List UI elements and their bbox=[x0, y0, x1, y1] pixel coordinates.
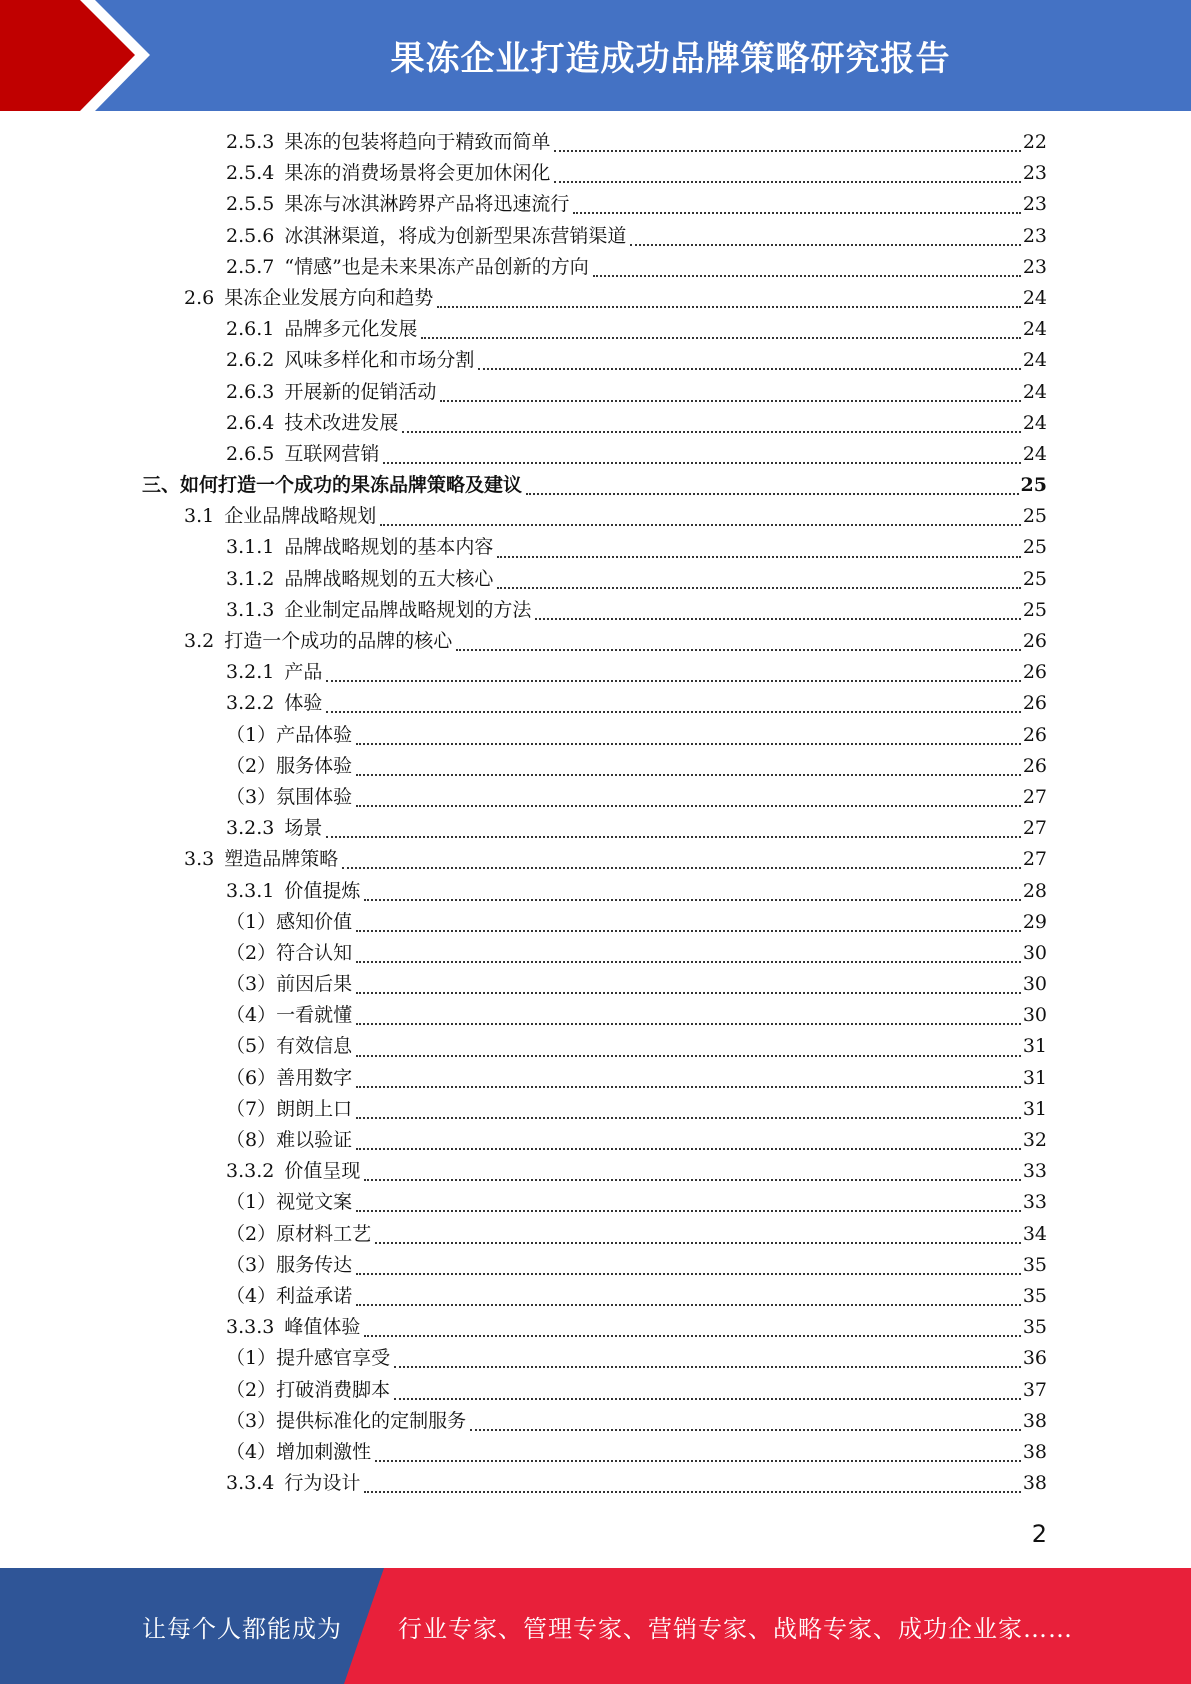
toc-entry-label bbox=[226, 532, 495, 563]
toc-dot-leader bbox=[554, 149, 1020, 152]
toc-entry[interactable] bbox=[0, 1437, 1047, 1468]
toc-entry-label bbox=[226, 720, 354, 751]
toc-page-number: 36 bbox=[1022, 1347, 1047, 1370]
toc-entry[interactable] bbox=[0, 564, 1047, 595]
toc-dot-leader bbox=[356, 1209, 1021, 1212]
toc-entry[interactable] bbox=[0, 688, 1047, 719]
toc-section-number: 3.1.2 bbox=[226, 567, 275, 590]
toc-entry-label bbox=[226, 751, 354, 782]
toc-section-number: 3.3.1 bbox=[226, 879, 275, 902]
toc-entry-label bbox=[226, 1312, 362, 1343]
toc-entry[interactable] bbox=[0, 1094, 1047, 1125]
toc-entry[interactable] bbox=[0, 1343, 1047, 1374]
toc-page-number: 31 bbox=[1022, 1035, 1047, 1058]
toc-entry[interactable] bbox=[0, 1125, 1047, 1156]
toc-page-number: 30 bbox=[1022, 1004, 1047, 1027]
toc-dot-leader bbox=[356, 1147, 1021, 1150]
toc-entry-label bbox=[226, 1219, 373, 1250]
toc-entry-text: （3）服务传达 bbox=[226, 1253, 353, 1276]
toc-dot-leader bbox=[364, 1178, 1020, 1181]
toc-dot-leader bbox=[573, 211, 1020, 214]
toc-page-number: 24 bbox=[1022, 286, 1047, 309]
toc-entry-label bbox=[226, 1281, 354, 1312]
toc-entry[interactable] bbox=[0, 907, 1047, 938]
toc-dot-leader bbox=[437, 305, 1021, 308]
toc-entry[interactable] bbox=[0, 876, 1047, 907]
toc-dot-leader bbox=[356, 773, 1021, 776]
toc-entry-label bbox=[226, 158, 552, 189]
table-of-contents bbox=[0, 127, 1191, 1499]
toc-entry[interactable] bbox=[0, 1031, 1047, 1062]
toc-entry-text: （1）感知价值 bbox=[226, 910, 353, 933]
toc-entry-text: 体验 bbox=[284, 692, 323, 715]
toc-entry-text: 品牌多元化发展 bbox=[284, 318, 418, 341]
toc-entry-text: （1）提升感官享受 bbox=[226, 1347, 391, 1370]
toc-entry-text: 果冻的消费场景将会更加休闲化 bbox=[284, 162, 551, 185]
toc-page-number: 33 bbox=[1022, 1160, 1047, 1183]
toc-entry-label bbox=[226, 688, 324, 719]
toc-entry-text: 冰淇淋渠道，将成为创新型果冻营销渠道 bbox=[284, 224, 627, 247]
toc-entry-text: 品牌战略规划的五大核心 bbox=[284, 567, 494, 590]
toc-entry-text: 价值呈现 bbox=[284, 1160, 361, 1183]
toc-dot-leader bbox=[497, 555, 1020, 558]
toc-dot-leader bbox=[394, 1365, 1021, 1368]
toc-entry-label bbox=[226, 1000, 354, 1031]
toc-entry-text: （2）服务体验 bbox=[226, 754, 353, 777]
toc-page-number: 26 bbox=[1022, 754, 1047, 777]
toc-entry-label bbox=[226, 377, 438, 408]
toc-entry-text: “情感”也是未来果冻产品创新的方向 bbox=[284, 255, 589, 278]
toc-entry-label bbox=[226, 564, 495, 595]
toc-page-number: 28 bbox=[1022, 879, 1047, 902]
toc-entry-text: （2）原材料工艺 bbox=[226, 1222, 372, 1245]
toc-entry[interactable] bbox=[0, 1281, 1047, 1312]
toc-entry-text: 风味多样化和市场分割 bbox=[284, 349, 475, 372]
toc-entry[interactable] bbox=[0, 938, 1047, 969]
toc-entry-text: （7）朗朗上口 bbox=[226, 1097, 353, 1120]
toc-page-number: 25 bbox=[1022, 536, 1047, 559]
toc-entry-label bbox=[226, 252, 591, 283]
toc-page-number: 27 bbox=[1022, 817, 1047, 840]
toc-dot-leader bbox=[535, 617, 1020, 620]
toc-entry-text: （8）难以验证 bbox=[226, 1129, 353, 1151]
toc-entry-label bbox=[184, 844, 340, 875]
toc-entry[interactable] bbox=[0, 626, 1047, 657]
toc-page-number: 35 bbox=[1022, 1316, 1047, 1339]
toc-entry-label bbox=[226, 876, 362, 907]
toc-section-number: 3.1 bbox=[184, 505, 215, 528]
toc-page-number: 24 bbox=[1022, 442, 1047, 465]
report-title: 果冻企业打造成功品牌策略研究报告 bbox=[390, 39, 951, 79]
toc-entry-text: （1）产品体验 bbox=[226, 723, 353, 746]
toc-section-number: 3.1.1 bbox=[226, 536, 275, 559]
toc-page-number: 27 bbox=[1022, 848, 1047, 871]
toc-entry-label bbox=[226, 938, 354, 969]
toc-section-number: 2.6.4 bbox=[226, 411, 275, 434]
toc-section-number: 2.5.3 bbox=[226, 131, 275, 153]
toc-entry[interactable] bbox=[0, 501, 1047, 532]
toc-entry[interactable] bbox=[0, 314, 1047, 345]
toc-entry-label bbox=[226, 969, 354, 1000]
toc-entry-label bbox=[226, 1343, 392, 1374]
toc-page-number: 25 bbox=[1020, 474, 1047, 497]
toc-entry-label bbox=[226, 907, 354, 938]
toc-dot-leader bbox=[356, 1272, 1021, 1275]
toc-page-number: 26 bbox=[1022, 661, 1047, 684]
toc-entry-label bbox=[184, 501, 378, 532]
toc-section-number: 3.3 bbox=[184, 848, 215, 871]
toc-page-number: 25 bbox=[1022, 505, 1047, 528]
toc-page-number: 30 bbox=[1022, 941, 1047, 964]
page-number: 2 bbox=[1031, 1520, 1047, 1548]
toc-entry-label bbox=[226, 439, 381, 470]
toc-entry[interactable] bbox=[0, 252, 1047, 283]
toc-page-number: 27 bbox=[1022, 785, 1047, 808]
toc-dot-leader bbox=[364, 898, 1020, 901]
toc-entry[interactable] bbox=[0, 439, 1047, 470]
toc-entry-label bbox=[226, 127, 552, 158]
toc-entry-text: 果冻的包装将趋向于精致而简单 bbox=[284, 131, 551, 153]
toc-section-number: 2.5.6 bbox=[226, 224, 275, 247]
toc-entry-text: （1）视觉文案 bbox=[226, 1191, 353, 1214]
toc-dot-leader bbox=[356, 1303, 1021, 1306]
toc-dot-leader bbox=[356, 991, 1021, 994]
toc-entry[interactable] bbox=[0, 782, 1047, 813]
toc-entry-text: 三、如何打造一个成功的果冻品牌策略及建议 bbox=[142, 474, 523, 497]
toc-entry[interactable] bbox=[0, 158, 1047, 189]
toc-entry-text: 企业制定品牌战略规划的方法 bbox=[284, 598, 532, 621]
toc-dot-leader bbox=[421, 336, 1020, 339]
toc-entry-text: （2）打破消费脚本 bbox=[226, 1378, 391, 1401]
toc-entry-text: 产品 bbox=[284, 661, 323, 684]
toc-dot-leader bbox=[356, 742, 1021, 745]
toc-section-number: 3.2.2 bbox=[226, 692, 275, 715]
toc-entry-text: 行为设计 bbox=[284, 1472, 361, 1495]
toc-entry[interactable] bbox=[0, 470, 1047, 501]
toc-dot-leader bbox=[356, 1054, 1021, 1057]
toc-section-number: 2.6 bbox=[184, 286, 215, 309]
toc-section-number: 3.3.2 bbox=[226, 1160, 275, 1183]
toc-entry[interactable] bbox=[0, 969, 1047, 1000]
toc-entry-text: 打造一个成功的品牌的核心 bbox=[224, 630, 453, 652]
toc-entry[interactable] bbox=[0, 657, 1047, 688]
toc-section-number: 2.5.7 bbox=[226, 255, 275, 278]
toc-entry-label bbox=[226, 189, 571, 220]
toc-dot-leader bbox=[440, 399, 1020, 402]
toc-dot-leader bbox=[356, 1085, 1021, 1088]
toc-section-number: 2.5.5 bbox=[226, 193, 275, 216]
toc-dot-leader bbox=[356, 1116, 1021, 1119]
toc-section-number: 3.2.1 bbox=[226, 661, 275, 684]
toc-page-number: 30 bbox=[1022, 973, 1047, 996]
toc-page-number: 29 bbox=[1022, 910, 1047, 933]
toc-entry-label bbox=[226, 1156, 362, 1187]
toc-dot-leader bbox=[364, 1334, 1020, 1337]
toc-page-number: 23 bbox=[1022, 224, 1047, 247]
toc-page-number: 23 bbox=[1022, 162, 1047, 185]
toc-entry-label bbox=[226, 1063, 354, 1094]
toc-entry[interactable] bbox=[0, 1219, 1047, 1250]
toc-entry-text: （2）符合认知 bbox=[226, 941, 353, 964]
toc-dot-leader bbox=[470, 1428, 1021, 1431]
toc-entry-label bbox=[226, 1187, 354, 1218]
toc-entry-label bbox=[142, 470, 524, 501]
toc-entry-text: （3）提供标准化的定制服务 bbox=[226, 1409, 467, 1432]
toc-page-number: 32 bbox=[1022, 1129, 1047, 1151]
toc-dot-leader bbox=[356, 1022, 1021, 1025]
toc-entry-label bbox=[226, 1125, 354, 1156]
toc-entry-label bbox=[184, 283, 435, 314]
toc-entry-label bbox=[226, 1437, 373, 1468]
toc-page-number: 35 bbox=[1022, 1284, 1047, 1307]
toc-entry-label bbox=[226, 408, 400, 439]
toc-page-number: 26 bbox=[1022, 630, 1047, 652]
toc-dot-leader bbox=[394, 1397, 1021, 1400]
toc-entry[interactable] bbox=[0, 1250, 1047, 1281]
toc-entry-label bbox=[226, 1468, 362, 1499]
toc-page-number: 26 bbox=[1022, 723, 1047, 746]
toc-entry-label bbox=[226, 813, 324, 844]
toc-entry-label bbox=[184, 626, 454, 657]
toc-dot-leader bbox=[356, 804, 1021, 807]
toc-dot-leader bbox=[375, 1241, 1021, 1244]
toc-dot-leader bbox=[364, 1490, 1020, 1493]
toc-section-number: 2.6.1 bbox=[226, 318, 275, 341]
toc-entry-text: （3）前因后果 bbox=[226, 973, 353, 996]
toc-dot-leader bbox=[456, 648, 1021, 651]
toc-page-number: 35 bbox=[1022, 1253, 1047, 1276]
toc-entry-text: 果冻与冰淇淋跨界产品将迅速流行 bbox=[284, 193, 570, 216]
toc-dot-leader bbox=[593, 274, 1021, 277]
toc-entry[interactable] bbox=[0, 1187, 1047, 1218]
toc-page-number: 25 bbox=[1022, 598, 1047, 621]
toc-page-number: 26 bbox=[1022, 692, 1047, 715]
footer-slogan-right: 行业专家、管理专家、营销专家、战略专家、成功企业家…… bbox=[398, 1614, 1073, 1643]
toc-entry[interactable] bbox=[0, 1312, 1047, 1343]
toc-dot-leader bbox=[380, 523, 1021, 526]
toc-page-number: 38 bbox=[1022, 1440, 1047, 1463]
toc-page-number: 23 bbox=[1022, 193, 1047, 216]
toc-entry-text: （5）有效信息 bbox=[226, 1035, 353, 1058]
toc-entry[interactable] bbox=[0, 1468, 1047, 1499]
toc-section-number: 2.6.5 bbox=[226, 442, 275, 465]
toc-entry-label bbox=[226, 1250, 354, 1281]
toc-entry-label bbox=[226, 782, 354, 813]
toc-entry[interactable] bbox=[0, 595, 1047, 626]
toc-entry-label bbox=[226, 1406, 468, 1437]
toc-dot-leader bbox=[497, 586, 1020, 589]
toc-entry-label bbox=[226, 1375, 392, 1406]
toc-entry[interactable] bbox=[0, 751, 1047, 782]
toc-page-number: 25 bbox=[1022, 567, 1047, 590]
toc-dot-leader bbox=[402, 430, 1020, 433]
page-footer bbox=[0, 1568, 1191, 1684]
toc-entry[interactable] bbox=[0, 1000, 1047, 1031]
toc-page-number: 24 bbox=[1022, 411, 1047, 434]
toc-section-number: 3.3.3 bbox=[226, 1316, 275, 1339]
toc-entry[interactable] bbox=[0, 1406, 1047, 1437]
toc-entry-label bbox=[226, 1094, 354, 1125]
toc-page-number: 24 bbox=[1022, 380, 1047, 403]
toc-entry[interactable] bbox=[0, 1156, 1047, 1187]
toc-dot-leader bbox=[326, 679, 1020, 682]
toc-entry[interactable] bbox=[0, 345, 1047, 376]
toc-entry[interactable] bbox=[0, 720, 1047, 751]
toc-page-number: 24 bbox=[1022, 318, 1047, 341]
toc-entry[interactable] bbox=[0, 221, 1047, 252]
toc-page-number: 34 bbox=[1022, 1222, 1047, 1245]
toc-page-number: 31 bbox=[1022, 1097, 1047, 1120]
toc-entry-text: 开展新的促销活动 bbox=[284, 380, 437, 403]
footer-slogan-left: 让每个人都能成为 bbox=[142, 1614, 342, 1643]
toc-entry-label bbox=[226, 657, 324, 688]
toc-entry[interactable] bbox=[0, 189, 1047, 220]
toc-entry-text: （6）善用数字 bbox=[226, 1066, 353, 1089]
toc-entry-label bbox=[226, 1031, 354, 1062]
toc-section-number: 2.5.4 bbox=[226, 162, 275, 185]
toc-dot-leader bbox=[326, 835, 1020, 838]
toc-entry[interactable] bbox=[0, 127, 1047, 158]
toc-entry[interactable] bbox=[0, 813, 1047, 844]
toc-page-number: 33 bbox=[1022, 1191, 1047, 1214]
toc-entry-text: 价值提炼 bbox=[284, 879, 361, 902]
toc-dot-leader bbox=[375, 1459, 1021, 1462]
toc-entry-text: 场景 bbox=[284, 817, 323, 840]
toc-dot-leader bbox=[630, 243, 1020, 246]
toc-section-number: 2.6.2 bbox=[226, 349, 275, 372]
toc-section-number: 3.2 bbox=[184, 630, 215, 652]
toc-section-number: 2.6.3 bbox=[226, 380, 275, 403]
toc-page-number: 38 bbox=[1022, 1472, 1047, 1495]
toc-entry-text: （3）氛围体验 bbox=[226, 785, 353, 808]
page-header bbox=[0, 0, 1191, 111]
toc-entry-text: （4）一看就懂 bbox=[226, 1004, 353, 1027]
toc-entry-label bbox=[226, 314, 419, 345]
toc-section-number: 3.3.4 bbox=[226, 1472, 275, 1495]
toc-entry-label bbox=[226, 595, 533, 626]
toc-entry-text: 品牌战略规划的基本内容 bbox=[284, 536, 494, 559]
toc-page-number: 24 bbox=[1022, 349, 1047, 372]
toc-dot-leader bbox=[478, 367, 1020, 370]
toc-entry-label bbox=[226, 221, 628, 252]
toc-entry[interactable] bbox=[0, 1375, 1047, 1406]
toc-page-number: 37 bbox=[1022, 1378, 1047, 1401]
toc-dot-leader bbox=[554, 180, 1020, 183]
toc-entry[interactable] bbox=[0, 377, 1047, 408]
toc-dot-leader bbox=[342, 866, 1021, 869]
toc-page-number: 31 bbox=[1022, 1066, 1047, 1089]
toc-entry-text: 企业品牌战略规划 bbox=[224, 505, 377, 528]
toc-entry-text: （4）利益承诺 bbox=[226, 1284, 353, 1307]
toc-entry-text: 果冻企业发展方向和趋势 bbox=[224, 286, 434, 309]
toc-entry-text: 峰值体验 bbox=[284, 1316, 361, 1339]
toc-entry[interactable] bbox=[0, 408, 1047, 439]
toc-section-number: 3.2.3 bbox=[226, 817, 275, 840]
toc-dot-leader bbox=[356, 960, 1021, 963]
toc-dot-leader bbox=[526, 492, 1019, 495]
toc-entry-text: （4）增加刺激性 bbox=[226, 1440, 372, 1463]
toc-entry[interactable] bbox=[0, 532, 1047, 563]
toc-dot-leader bbox=[326, 710, 1020, 713]
toc-entry-label bbox=[226, 345, 476, 376]
toc-entry[interactable] bbox=[0, 844, 1047, 875]
toc-entry[interactable] bbox=[0, 283, 1047, 314]
toc-page-number: 38 bbox=[1022, 1409, 1047, 1432]
toc-entry[interactable] bbox=[0, 1063, 1047, 1094]
toc-entry-text: 塑造品牌策略 bbox=[224, 848, 339, 871]
toc-entry-text: 技术改进发展 bbox=[284, 411, 399, 434]
toc-dot-leader bbox=[356, 929, 1021, 932]
toc-section-number: 3.1.3 bbox=[226, 598, 275, 621]
toc-dot-leader bbox=[383, 461, 1020, 464]
toc-page-number: 22 bbox=[1022, 131, 1047, 153]
toc-entry-text: 互联网营销 bbox=[284, 442, 380, 465]
toc-page-number: 23 bbox=[1022, 255, 1047, 278]
